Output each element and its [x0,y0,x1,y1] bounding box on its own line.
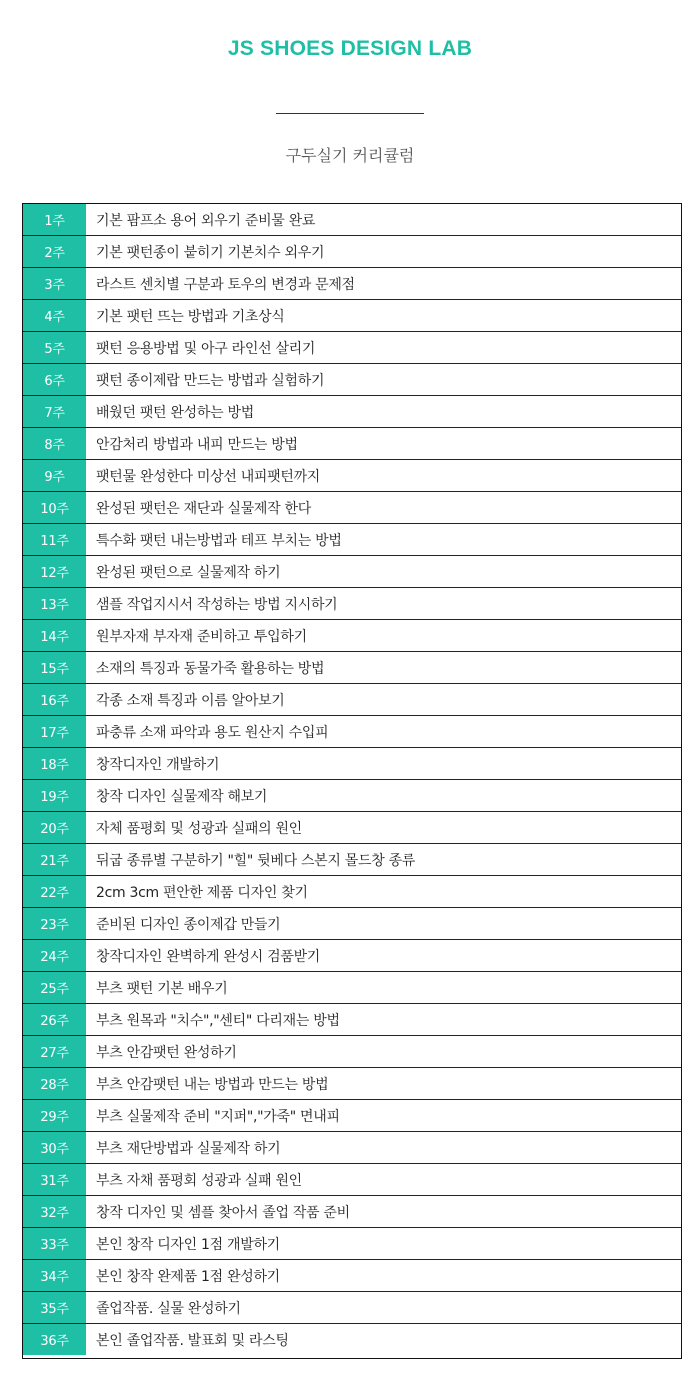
week-topic: 부츠 자채 품평회 성광과 실패 원인 [96,1172,302,1189]
curriculum-row [23,748,681,780]
curriculum-row [23,364,681,396]
week-label: 2주 [23,236,86,267]
week-label: 5주 [23,332,86,363]
week-topic: 특수화 팻턴 내는방법과 테프 부치는 방법 [96,532,342,549]
curriculum-row [23,236,681,268]
curriculum-row [23,1100,681,1132]
week-label: 19주 [23,780,86,811]
week-topic: 부츠 안감팻턴 내는 방법과 만드는 방법 [96,1076,329,1093]
curriculum-row [23,524,681,556]
week-topic: 안감처리 방법과 내피 만드는 방법 [96,436,298,453]
curriculum-row [23,1004,681,1036]
curriculum-row [23,972,681,1004]
week-label: 17주 [23,716,86,747]
week-label: 27주 [23,1036,86,1067]
week-topic: 팻턴물 완성한다 미상선 내피팻턴까지 [96,468,321,485]
week-topic: 팻턴 응용방법 및 아구 라인선 살리기 [96,340,316,357]
week-label: 6주 [23,364,86,395]
curriculum-row [23,300,681,332]
curriculum-row [23,1132,681,1164]
week-label: 13주 [23,588,86,619]
curriculum-row [23,684,681,716]
curriculum-row [23,556,681,588]
week-label: 34주 [23,1260,86,1291]
week-label: 12주 [23,556,86,587]
curriculum-row [23,492,681,524]
week-topic: 소재의 특징과 동물가죽 활용하는 방법 [96,660,325,677]
week-label: 22주 [23,876,86,907]
curriculum-row [23,1164,681,1196]
title-divider [276,113,424,114]
week-label: 33주 [23,1228,86,1259]
week-topic: 부츠 실물제작 준비 "지퍼","가죽" 면내피 [96,1108,340,1125]
week-label: 16주 [23,684,86,715]
week-topic: 부츠 재단방법과 실물제작 하기 [96,1140,281,1157]
curriculum-row [23,716,681,748]
week-topic: 샘플 작업지시서 작성하는 방법 지시하기 [96,596,338,613]
week-label: 9주 [23,460,86,491]
week-topic: 본인 창작 디자인 1점 개발하기 [96,1236,280,1253]
week-label: 32주 [23,1196,86,1227]
week-topic: 라스트 센치별 구분과 토우의 변경과 문제점 [96,276,355,293]
week-label: 20주 [23,812,86,843]
week-topic: 부츠 원목과 "치수","센티" 다리재는 방법 [96,1012,340,1029]
curriculum-row [23,1292,681,1324]
week-label: 4주 [23,300,86,331]
week-label: 7주 [23,396,86,427]
curriculum-row [23,876,681,908]
curriculum-row [23,204,681,236]
week-label: 21주 [23,844,86,875]
week-topic: 파충류 소재 파악과 용도 원산지 수입피 [96,724,329,741]
curriculum-row [23,460,681,492]
week-label: 25주 [23,972,86,1003]
curriculum-row [23,1324,681,1355]
week-label: 15주 [23,652,86,683]
week-topic: 완성된 팻턴으로 실물제작 하기 [96,564,281,581]
week-label: 36주 [23,1324,86,1355]
week-topic: 부츠 안감팻턴 완성하기 [96,1044,237,1061]
week-topic: 완성된 팻턴은 재단과 실물제작 한다 [96,500,311,517]
page-subtitle: 구두실기 커리큘럼 [285,146,415,165]
curriculum-row [23,1228,681,1260]
week-label: 3주 [23,268,86,299]
week-topic: 본인 졸업작품. 발표회 및 라스팅 [96,1332,289,1349]
curriculum-row [23,1196,681,1228]
curriculum-table [22,203,682,1359]
curriculum-row [23,332,681,364]
curriculum-row [23,620,681,652]
curriculum-row [23,396,681,428]
week-label: 26주 [23,1004,86,1035]
curriculum-row [23,908,681,940]
week-label: 1주 [23,204,86,235]
week-topic: 창작디자인 개발하기 [96,756,220,773]
week-topic: 기본 팻턴종이 붙히기 기본치수 외우기 [96,244,325,261]
week-topic: 졸업작품. 실물 완성하기 [96,1300,241,1317]
week-label: 23주 [23,908,86,939]
curriculum-row [23,812,681,844]
week-label: 10주 [23,492,86,523]
curriculum-row [23,780,681,812]
week-topic: 뒤굽 종류별 구분하기 "힐" 뒷베다 스본지 몰드창 종류 [96,852,416,869]
curriculum-row [23,428,681,460]
week-label: 31주 [23,1164,86,1195]
week-topic: 자체 품평회 및 성광과 실패의 원인 [96,820,302,837]
week-label: 8주 [23,428,86,459]
week-label: 11주 [23,524,86,555]
week-label: 30주 [23,1132,86,1163]
week-topic: 배웠던 팻턴 완성하는 방법 [96,404,254,421]
week-topic: 기본 팜프소 용어 외우기 준비물 완료 [96,212,316,229]
week-topic: 원부자재 부자재 준비하고 투입하기 [96,628,307,645]
week-topic: 각종 소재 특징과 이름 알아보기 [96,692,285,709]
page-title: JS SHOES DESIGN LAB [227,37,473,60]
week-label: 28주 [23,1068,86,1099]
curriculum-row [23,268,681,300]
curriculum-row [23,1260,681,1292]
week-label: 35주 [23,1292,86,1323]
curriculum-row [23,588,681,620]
week-topic: 창작 디자인 실물제작 해보기 [96,788,268,805]
week-topic: 준비된 디자인 종이제갑 만들기 [96,916,281,933]
curriculum-row [23,940,681,972]
week-topic: 2cm 3cm 편안한 제품 디자인 찾기 [96,884,308,901]
curriculum-row [23,1036,681,1068]
curriculum-row [23,844,681,876]
week-label: 29주 [23,1100,86,1131]
curriculum-row [23,1068,681,1100]
week-label: 18주 [23,748,86,779]
week-topic: 창작디자인 완벽하게 완성시 검품받기 [96,948,321,965]
week-topic: 창작 디자인 및 셈플 찾아서 졸업 작품 준비 [96,1204,350,1221]
week-topic: 팻턴 종이제랍 만드는 방법과 실험하기 [96,372,325,389]
week-topic: 기본 팻턴 뜨는 방법과 기초상식 [96,308,285,325]
week-topic: 본인 창작 완제품 1점 완성하기 [96,1268,280,1285]
curriculum-row [23,652,681,684]
week-label: 14주 [23,620,86,651]
week-topic: 부츠 팻턴 기본 배우기 [96,980,228,997]
week-label: 24주 [23,940,86,971]
